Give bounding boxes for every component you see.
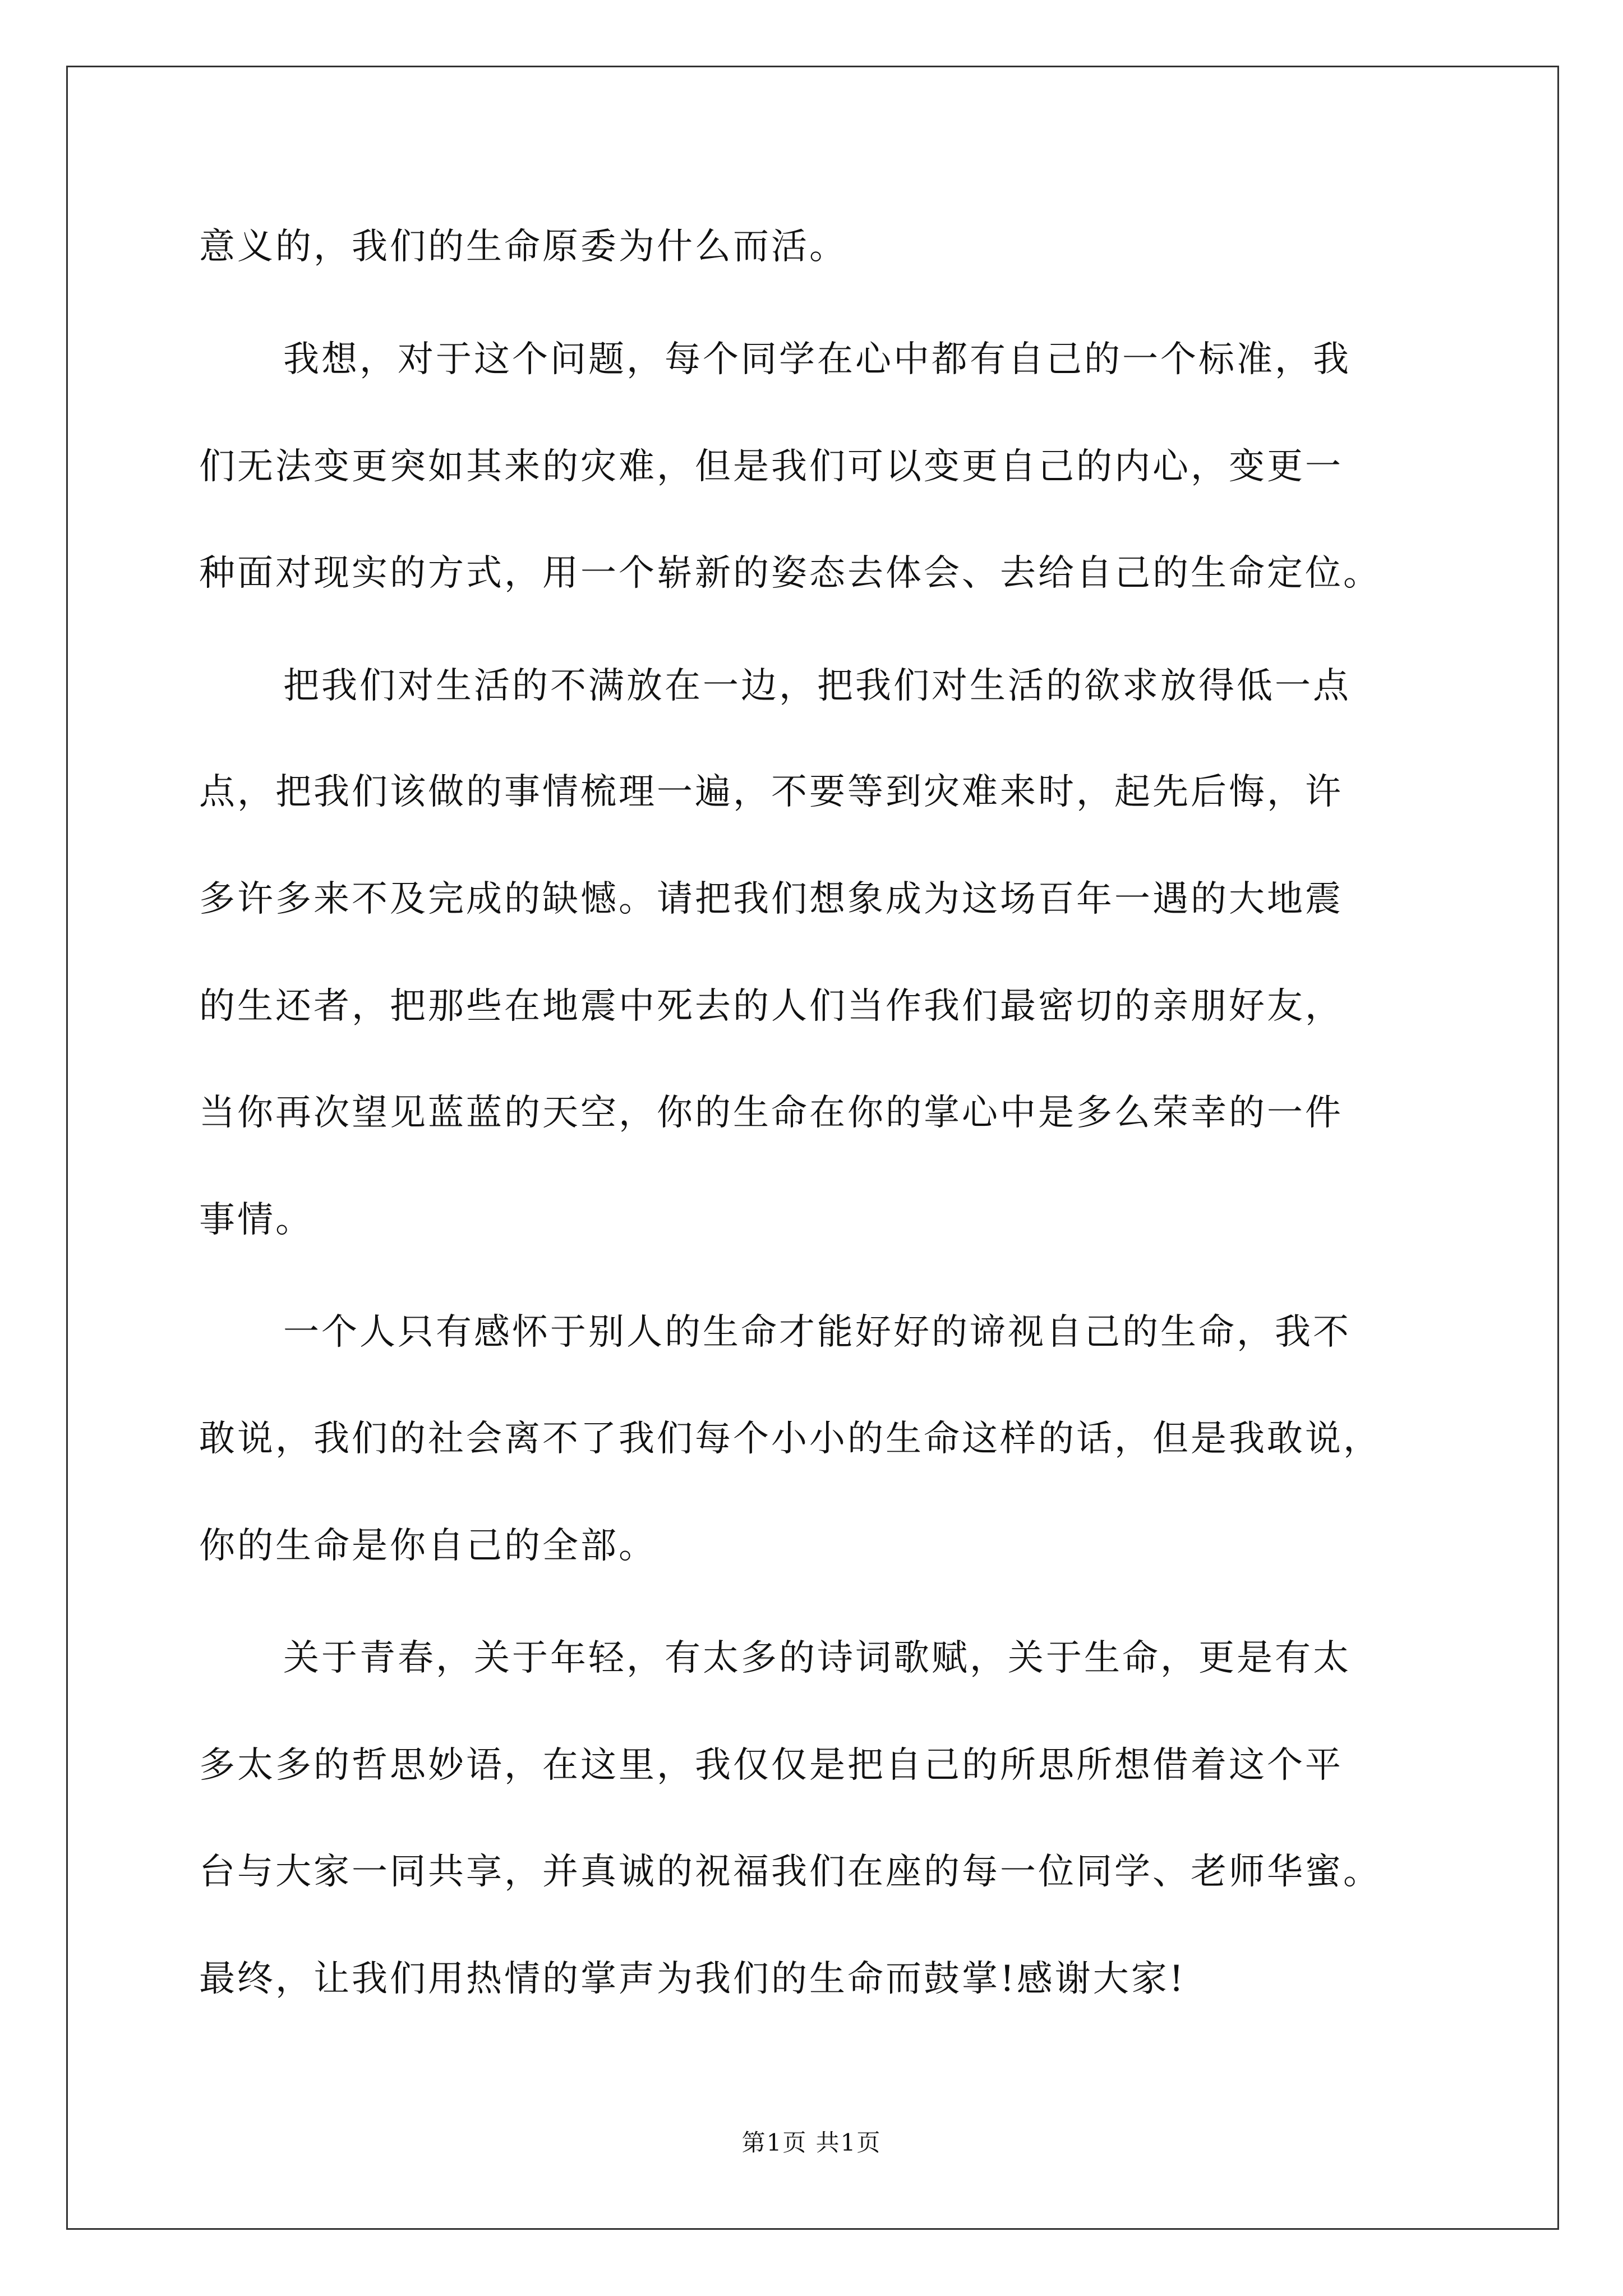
page-number: 第1页 共1页 — [741, 2129, 882, 2156]
text-line: 们无法变更突如其来的灾难，但是我们可以变更自己的内心，变更一 — [199, 446, 1343, 487]
text-line: 最终，让我们用热情的掌声为我们的生命而鼓掌!感谢大家! — [199, 1958, 1186, 2000]
text-line: 多太多的哲思妙语，在这里，我仅仅是把自己的所思所想借着这个平 — [199, 1745, 1343, 1786]
text-line: 一个人只有感怀于别人的生命才能好好的谛视自己的生命，我不 — [283, 1312, 1351, 1353]
text-line: 种面对现实的方式，用一个崭新的姿态去体会、去给自己的生命定位。 — [199, 553, 1381, 594]
text-line: 把我们对生活的不满放在一边，把我们对生活的欲求放得低一点 — [283, 665, 1351, 707]
text-line: 敢说，我们的社会离不了我们每个小小的生命这样的话，但是我敢说， — [199, 1418, 1381, 1460]
text-line: 当你再次望见蓝蓝的天空，你的生命在你的掌心中是多么荣幸的一件 — [199, 1092, 1343, 1134]
text-line: 的生还者，把那些在地震中死去的人们当作我们最密切的亲朋好友， — [199, 986, 1343, 1027]
text-line: 点，把我们该做的事情梳理一遍，不要等到灾难来时，起先后悔，许 — [199, 771, 1343, 813]
text-line: 多许多来不及完成的缺憾。请把我们想象成为这场百年一遇的大地震 — [199, 878, 1343, 920]
text-line: 我想，对于这个问题，每个同学在心中都有自己的一个标准，我 — [283, 339, 1351, 380]
text-line: 事情。 — [199, 1199, 313, 1241]
page-footer — [0, 2126, 1623, 2160]
text-line: 意义的，我们的生命原委为什么而活。 — [199, 226, 847, 268]
text-line: 关于青春，关于年轻，有太多的诗词歌赋，关于生命，更是有太 — [283, 1637, 1351, 1679]
text-line: 台与大家一同共享，并真诚的祝福我们在座的每一位同学、老师华蜜。 — [199, 1851, 1381, 1893]
text-line: 你的生命是你自己的全部。 — [199, 1525, 657, 1567]
